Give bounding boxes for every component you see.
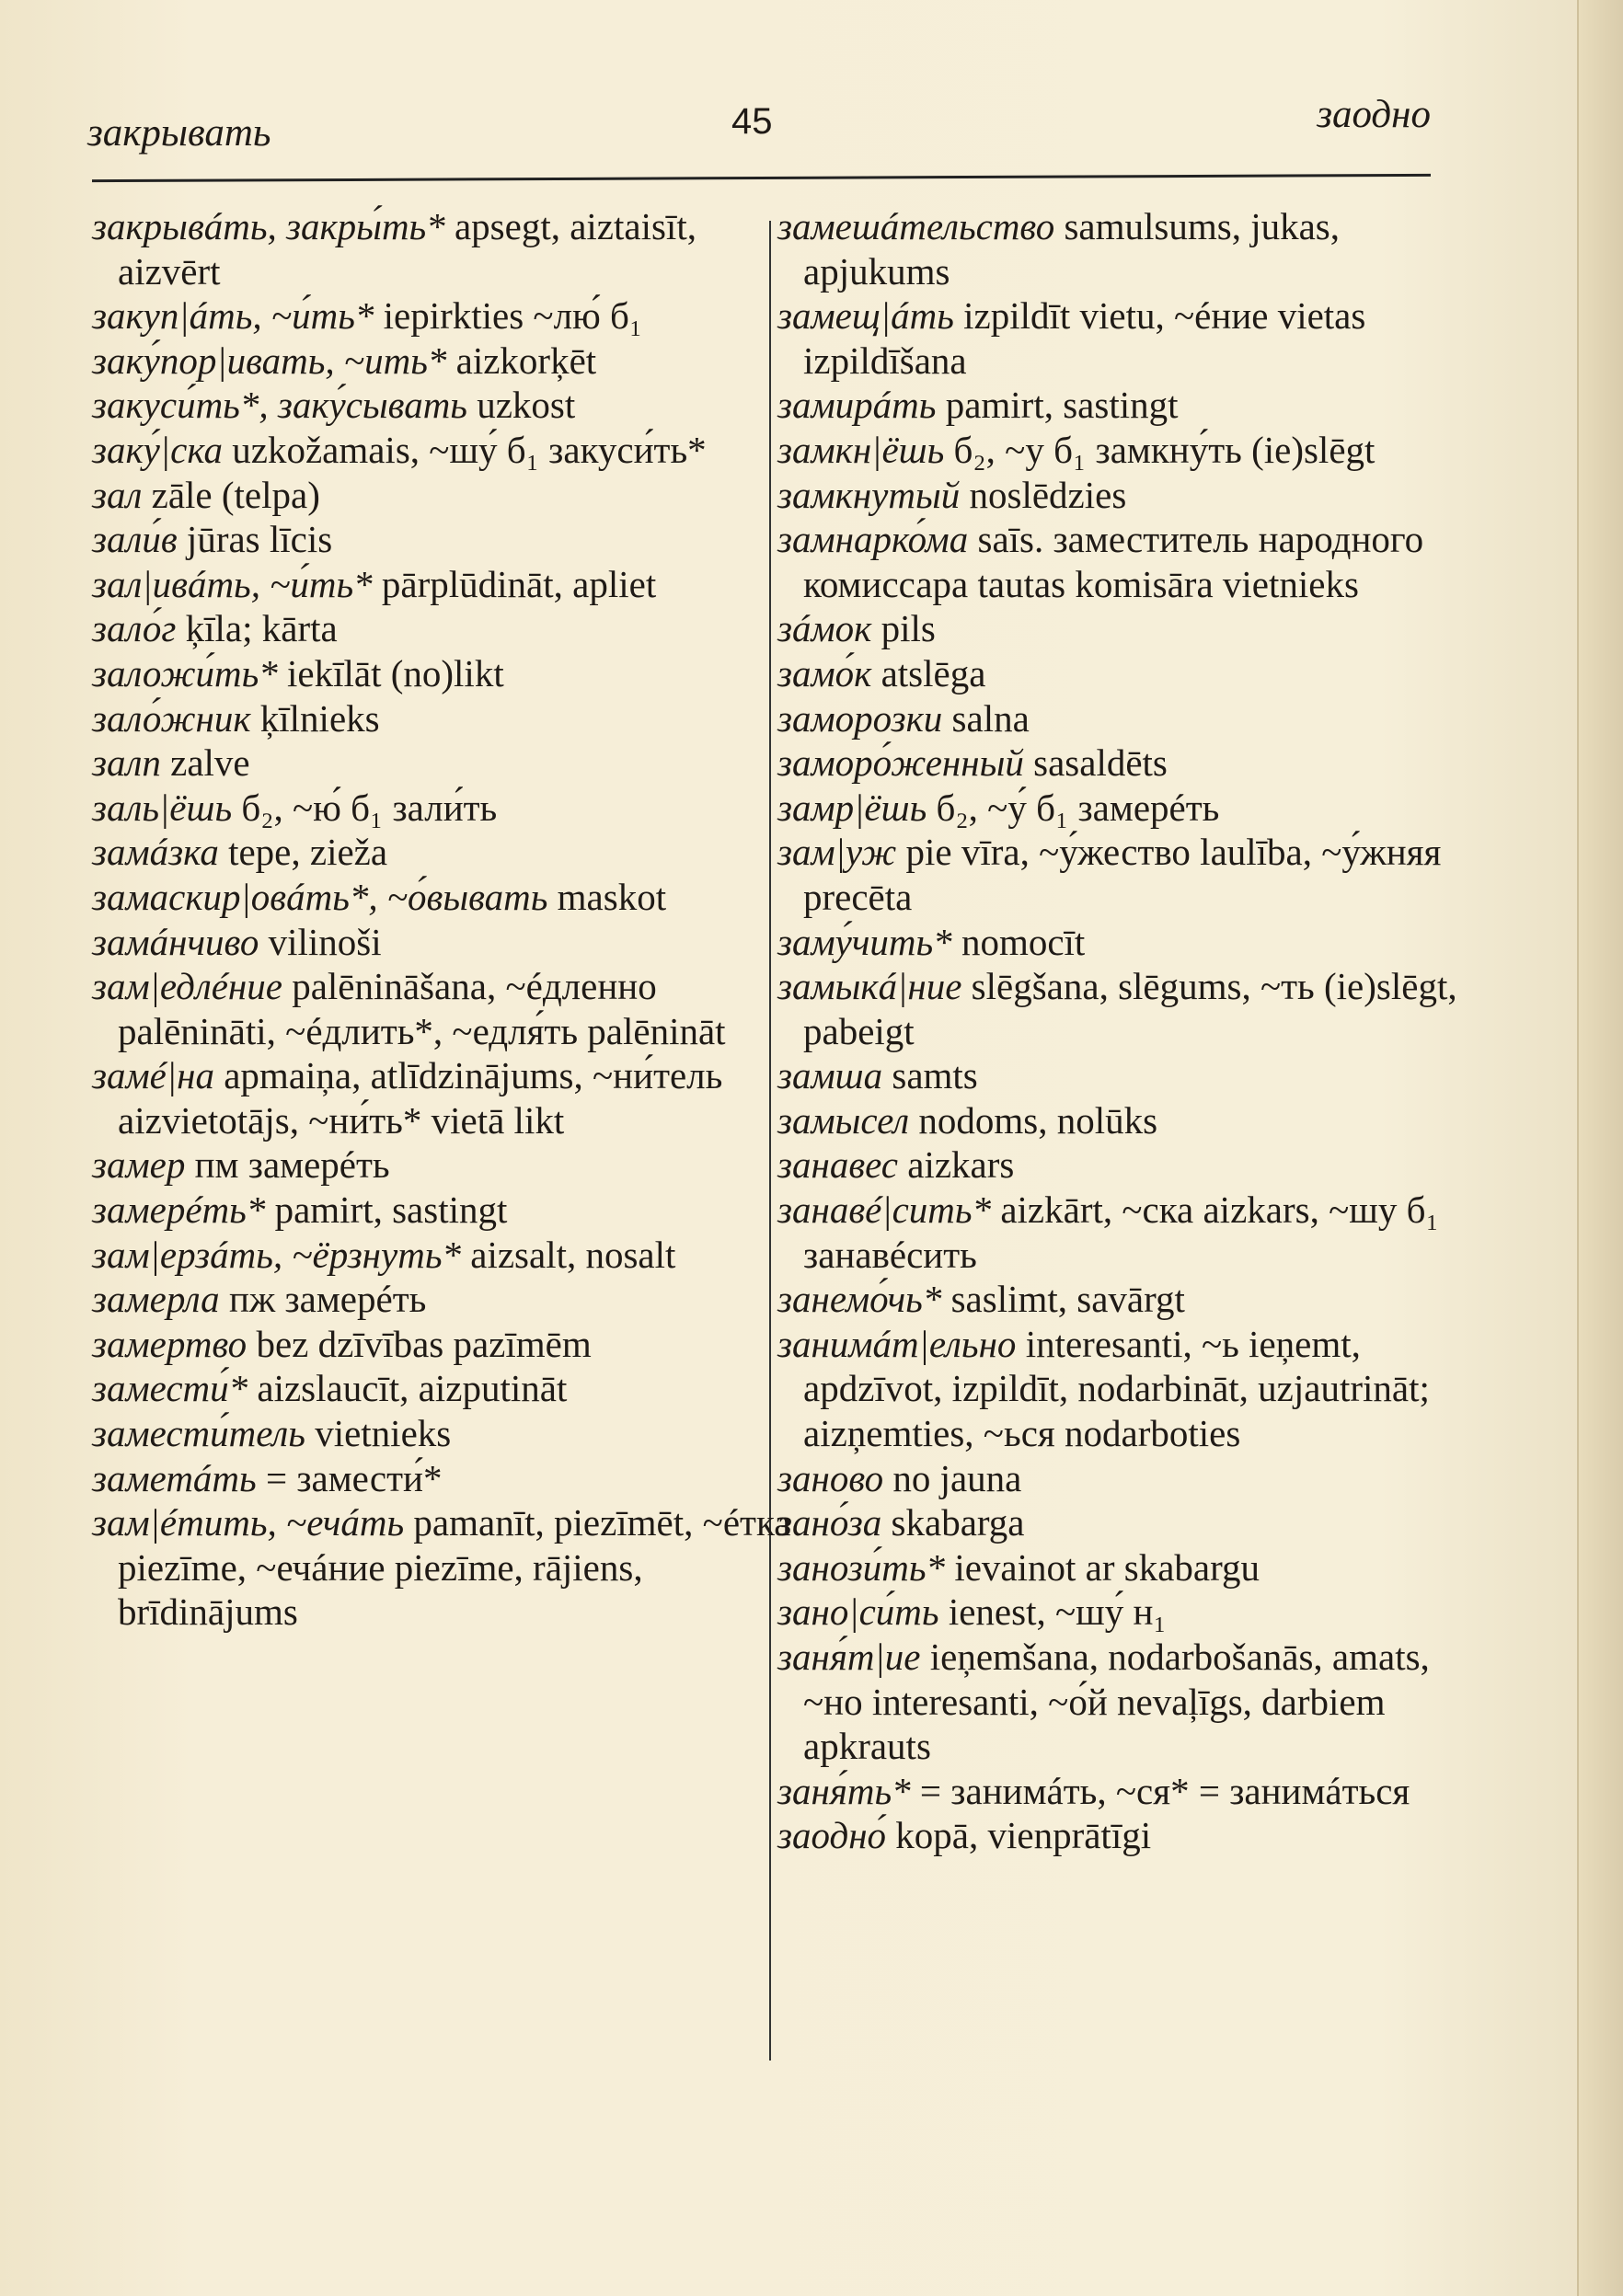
entry-headword: зáмок <box>777 607 872 650</box>
entry-translation: atslēga <box>871 651 986 695</box>
entry-headword: заку́пор|ивать, ~ить* <box>92 339 447 382</box>
entry-translation: vietnieks <box>305 1412 452 1455</box>
entry-headword: залп <box>92 741 161 785</box>
entry-headword: заметáть <box>92 1456 257 1499</box>
dictionary-entry <box>777 786 1486 831</box>
entry-headword: занавес <box>777 1143 898 1187</box>
entry-translation: ķīla; kārta <box>176 607 338 650</box>
entry-headword: занавé|сить* <box>777 1188 992 1232</box>
dictionary-entry <box>92 383 791 428</box>
dictionary-entry <box>92 696 791 741</box>
dictionary-entry <box>92 1411 791 1456</box>
entry-headword: заня́т|ие <box>777 1636 921 1678</box>
entry-headword: закуси́ть*, заку́сывать <box>92 384 467 427</box>
entry-headword: замещ|áть <box>777 294 954 338</box>
entry-translation: jūras līcis <box>177 518 333 561</box>
dictionary-entry <box>92 339 791 384</box>
entry-translation: bez dzīvības pazīmēm <box>247 1322 592 1365</box>
dictionary-entry <box>777 1545 1486 1590</box>
entry-translation: aizslaucīt, aizputināt <box>247 1367 568 1410</box>
dictionary-entry <box>777 204 1486 293</box>
entry-headword: замести́тель <box>92 1412 305 1455</box>
entry-headword: закрывáть, закры́ть* <box>92 205 445 247</box>
left-column <box>92 204 791 1635</box>
entry-translation: pils <box>871 607 936 650</box>
entry-headword: зал|ивáть, ~и́ть* <box>92 562 373 605</box>
dictionary-entry <box>777 1635 1486 1769</box>
dictionary-entry <box>777 1053 1486 1098</box>
dictionary-entry <box>777 1769 1486 1814</box>
dictionary-entry <box>777 473 1486 518</box>
entry-headword: заму́чить* <box>777 920 952 963</box>
dictionary-entry <box>92 293 791 339</box>
entry-headword: занимáт|ельно <box>777 1322 1017 1365</box>
entry-headword: замша <box>777 1054 883 1097</box>
right-column <box>777 204 1486 1858</box>
entry-headword: замаскир|овáть*, ~о́вывать <box>92 875 548 918</box>
entry-translation: pamirt, sastingt <box>265 1188 508 1232</box>
entry-translation: nodoms, nolūks <box>909 1098 1158 1142</box>
dictionary-entry <box>92 428 791 473</box>
dictionary-entry <box>92 1456 791 1501</box>
entry-headword: заодно́ <box>777 1814 887 1857</box>
entry-translation: pārplūdināt, apliet <box>372 562 657 605</box>
entry-translation: kopā, vienprātīgi <box>886 1814 1152 1857</box>
dictionary-entry <box>92 830 791 875</box>
entry-translation: nomocīt <box>951 920 1086 963</box>
page-number: 45 <box>731 101 773 142</box>
dictionary-entry <box>92 1188 791 1233</box>
dictionary-entry <box>777 293 1486 383</box>
entry-translation: samulsums, jukas, apjukums <box>803 205 1340 293</box>
entry-headword: замр|ёшь <box>777 786 927 829</box>
page-edge <box>1577 0 1623 2296</box>
entry-headword: замирáть <box>777 384 937 427</box>
entry-headword: заня́ть* <box>777 1769 911 1812</box>
entry-headword: заку́|ска <box>92 428 223 471</box>
entry-headword: зало́жник <box>92 696 251 740</box>
dictionary-entry <box>777 740 1486 786</box>
dictionary-entry <box>777 830 1486 919</box>
entry-translation: sasaldēts <box>1023 741 1168 785</box>
entry-translation: ķīlnieks <box>250 696 380 740</box>
dictionary-entry <box>92 964 791 1053</box>
entry-headword: зали́в <box>92 518 178 561</box>
entry-headword: закуп|áть, ~и́ть* <box>92 294 374 338</box>
entry-translation: tepe, zieža <box>218 831 388 874</box>
dictionary-entry <box>777 517 1486 606</box>
entry-translation: palēnināšana, ~éдленно palēnināti, ~éдлить*, ~едля́ть palēnināt <box>118 965 726 1052</box>
entry-headword: замé|на <box>92 1054 214 1097</box>
dictionary-entry <box>777 1813 1486 1858</box>
entry-translation: iepirkties ~лю́ б₁ <box>374 294 643 338</box>
dictionary-entry <box>777 1322 1486 1456</box>
dictionary-entry <box>777 696 1486 741</box>
entry-translation: no jauna <box>883 1456 1022 1499</box>
dictionary-entry <box>92 920 791 965</box>
entry-headword: занози́ть* <box>777 1545 946 1589</box>
entry-headword: зал <box>92 473 143 516</box>
entry-headword: занемо́чь* <box>777 1278 942 1321</box>
entry-translation: pie vīra, ~у́жество laulība, ~у́жняя precēta <box>803 831 1442 918</box>
entry-translation: пж замерéть <box>219 1278 427 1321</box>
entry-headword: замертво <box>92 1322 247 1365</box>
entry-translation: aizkorķēt <box>446 339 597 382</box>
dictionary-entry <box>92 473 791 518</box>
dictionary-entry <box>92 606 791 651</box>
entry-headword: зам|ерзáть, ~ёрзнуть* <box>92 1233 461 1276</box>
entry-headword: зам|éтить, ~ечáть <box>92 1501 405 1544</box>
dictionary-entry <box>777 606 1486 651</box>
entry-translation: maskot <box>547 875 667 918</box>
entry-headword: замкнутый <box>777 473 961 516</box>
dictionary-entry <box>777 1188 1486 1277</box>
entry-translation: ieņemšana, nodarbošanās, amats, ~но interesanti, ~о́й nevaļīgs, darbiem apkrauts <box>803 1636 1430 1768</box>
entry-headword: заль|ёшь <box>92 786 233 829</box>
entry-translation: interesanti, ~ь ieņemt, apdzīvot, izpildīt, nodarbināt, uzjautrināt; aizņemties, ~ься nodarboties <box>803 1322 1430 1455</box>
entry-headword: замерéть* <box>92 1188 266 1232</box>
entry-headword: заморо́женный <box>777 741 1024 785</box>
entry-headword: зам|едлéние <box>92 965 282 1008</box>
entry-translation: б₂, ~у б₁ замкну́ть (ie)slēgt <box>944 428 1376 471</box>
entry-translation: samts <box>882 1054 978 1097</box>
entry-translation: apmaiņa, atlīdzinājums, ~ни́тель aizvietotājs, ~ни́ть* vietā likt <box>118 1054 723 1142</box>
entry-headword: замыкá|ние <box>777 965 962 1008</box>
entry-headword: зано|си́ть <box>777 1590 939 1634</box>
entry-translation: uzkost <box>466 384 576 427</box>
dictionary-entry <box>92 1142 791 1188</box>
dictionary-entry <box>92 562 791 607</box>
entry-headword: замешáтельство <box>777 205 1055 247</box>
entry-translation: = замести́* <box>256 1456 443 1499</box>
entry-translation: zalve <box>160 741 250 785</box>
entry-headword: замнарко́ма <box>777 518 969 561</box>
dictionary-entry <box>92 651 791 696</box>
entry-translation: slēgšana, slēgums, ~ть (ie)slēgt, pabeigt <box>803 965 1457 1052</box>
header-right-word: заодно <box>1317 93 1431 136</box>
entry-translation: izpildīt vietu, ~éние vietas izpildīšana <box>803 294 1366 382</box>
entry-translation: ievainot ar skabargu <box>945 1545 1260 1589</box>
entry-headword: замáнчиво <box>92 920 259 963</box>
dictionary-entry <box>777 964 1486 1053</box>
entry-headword: зам|уж <box>777 831 897 874</box>
dictionary-entry <box>92 1053 791 1142</box>
entry-translation: vilinoši <box>259 920 382 963</box>
entry-translation: aizsalt, nosalt <box>461 1233 676 1276</box>
dictionary-entry <box>777 1590 1486 1635</box>
entry-translation: skabarga <box>881 1501 1025 1544</box>
entry-translation: pamanīt, piezīmēt, ~éтка piezīme, ~ечáние piezīme, rājiens, brīdinājums <box>118 1501 791 1634</box>
entry-translation: apsegt, aiztaisīt, aizvērt <box>118 205 696 293</box>
entry-headword: замысел <box>777 1098 910 1142</box>
dictionary-entry <box>92 204 791 293</box>
entry-headword: замерла <box>92 1278 220 1321</box>
dictionary-entry <box>777 1456 1486 1501</box>
entry-translation: saīs. заместитель народного комиссара tautas komisāra vietnieks <box>803 518 1424 605</box>
dictionary-entry <box>92 1233 791 1278</box>
entry-translation: salna <box>942 696 1030 740</box>
entry-translation: uzkožamais, ~шу́ б₁ закуси́ть* <box>223 428 707 471</box>
dictionary-entry <box>92 1366 791 1411</box>
entry-headword: зано́за <box>777 1501 882 1544</box>
entry-translation: пм замерéть <box>185 1143 390 1187</box>
entry-translation: pamirt, sastingt <box>936 384 1179 427</box>
entry-headword: замер <box>92 1143 186 1187</box>
entry-headword: замкн|ёшь <box>777 428 945 471</box>
dictionary-entry <box>92 786 791 831</box>
entry-headword: заложи́ть* <box>92 651 278 695</box>
dictionary-entry <box>777 1142 1486 1188</box>
entry-translation: б₂, ~ю́ б₁ зали́ть <box>232 786 498 829</box>
entry-translation: = занимáть, ~ся* = занимáться <box>910 1769 1410 1812</box>
entry-translation: б₂, ~у́ б₁ замерéть <box>927 786 1220 829</box>
entry-translation: noslēdzies <box>960 473 1127 516</box>
entry-translation: aizkārt, ~ска aizkars, ~шу б₁ занавéсить <box>803 1188 1439 1276</box>
dictionary-entry <box>777 428 1486 473</box>
entry-headword: замести́* <box>92 1367 248 1410</box>
header-left-word: закрывать <box>87 111 271 155</box>
dictionary-entry <box>777 1500 1486 1545</box>
dictionary-entry <box>92 1277 791 1322</box>
entry-headword: заморозки <box>777 696 943 740</box>
dictionary-entry <box>92 1322 791 1367</box>
entry-translation: aizkars <box>898 1143 1015 1187</box>
dictionary-entry <box>777 1098 1486 1143</box>
dictionary-entry <box>777 383 1486 428</box>
entry-translation: ienest, ~шу́ н₁ <box>938 1590 1167 1634</box>
dictionary-entry <box>777 651 1486 696</box>
dictionary-entry <box>777 920 1486 965</box>
dictionary-entry <box>92 517 791 562</box>
entry-headword: замо́к <box>777 651 872 695</box>
entry-headword: заново <box>777 1456 884 1499</box>
entry-translation: saslimt, savārgt <box>941 1278 1185 1321</box>
dictionary-entry <box>777 1277 1486 1322</box>
dictionary-entry <box>92 740 791 786</box>
entry-headword: замáзка <box>92 831 219 874</box>
entry-translation: zāle (telpa) <box>142 473 320 516</box>
dictionary-entry <box>92 875 791 920</box>
entry-headword: зало́г <box>92 607 177 650</box>
entry-translation: iekīlāt (no)likt <box>277 651 504 695</box>
page-header <box>87 92 1431 175</box>
dictionary-entry <box>92 1500 791 1635</box>
